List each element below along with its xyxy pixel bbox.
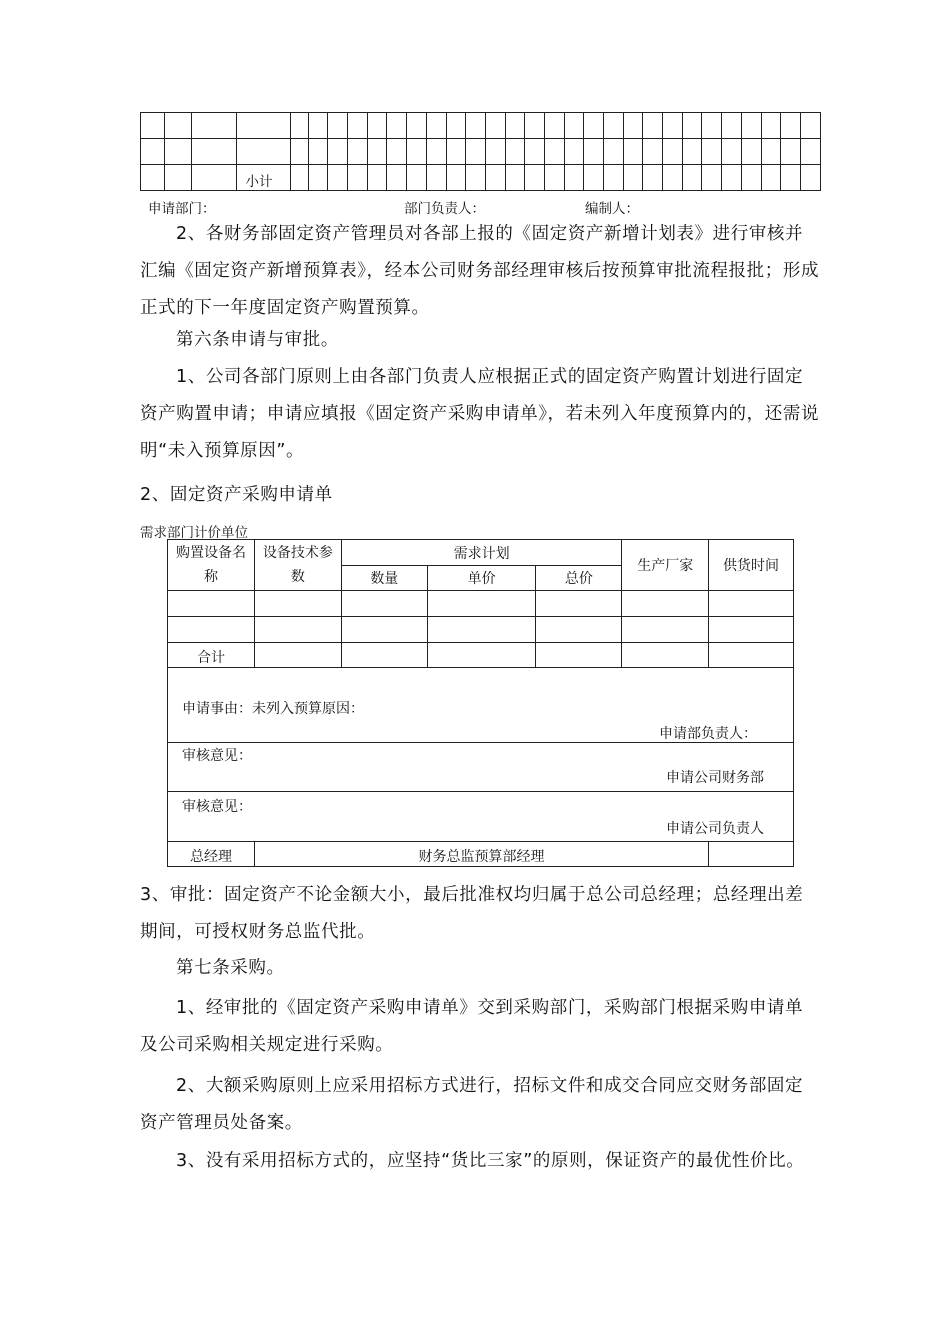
col-delivery-time: 供货时间 xyxy=(709,540,794,591)
top-grid-table xyxy=(140,112,821,191)
reason-section xyxy=(168,668,794,743)
review1-label: 审核意见： xyxy=(182,748,252,764)
total-label: 合计 xyxy=(168,643,255,668)
col-manufacturer: 生产厂家 xyxy=(622,540,709,591)
article-7-heading: 第七条采购。 xyxy=(176,958,285,978)
procurement-application-form xyxy=(167,539,794,867)
col-unit-price: 单价 xyxy=(427,566,536,591)
form-header-note: 需求部门计价单位 xyxy=(140,525,248,541)
cfo-label: 财务总监预算部经理 xyxy=(254,842,708,867)
col-equipment-name: 购置设备名称 xyxy=(168,540,255,591)
table-row xyxy=(141,165,821,191)
paragraph-approval: 3、审批：固定资产不论金额大小，最后批准权均归属于总公司总经理；总经理出差期间，可授权财务总监代批。 xyxy=(140,885,804,942)
table-row xyxy=(168,643,794,668)
col-tech-params: 设备技术参数 xyxy=(254,540,341,591)
subtotal-label: 小计 xyxy=(237,165,291,191)
dept-head-sign-label: 申请部负责人： xyxy=(659,726,757,742)
review-section-1 xyxy=(168,743,794,792)
review-section-2 xyxy=(168,792,794,842)
review2-sign-label: 申请公司负责人 xyxy=(666,821,764,837)
reason-label: 申请事由：未列入预算原因： xyxy=(182,701,364,717)
col-quantity: 数量 xyxy=(341,566,427,591)
paragraph-budget-compile: 2、各财务部固定资产管理员对各部上报的《固定资产新增计划表》进行审核并汇编《固定资产新增预算表》，经本公司财务部经理审核后按预算审批流程报批；形成正式的下一年度固定资产购置预算。 xyxy=(140,224,820,318)
col-total-price: 总价 xyxy=(536,566,622,591)
paragraph-procure-3: 3、没有采用招标方式的，应坚持“货比三家”的原则，保证资产的最优性价比。 xyxy=(176,1151,805,1171)
paragraph-form-title: 2、固定资产采购申请单 xyxy=(140,485,333,505)
article-6-heading: 第六条申请与审批。 xyxy=(176,330,339,350)
apply-dept-label: 申请部门： xyxy=(148,201,216,217)
table-row xyxy=(168,617,794,643)
paragraph-procure-2: 2、大额采购原则上应采用招标方式进行，招标文件和成交合同应交财务部固定资产管理员处备案。 xyxy=(140,1076,804,1133)
paragraph-procure-1: 1、经审批的《固定资产采购申请单》交到采购部门，采购部门根据采购申请单及公司采购相关规定进行采购。 xyxy=(140,998,804,1055)
paragraph-apply: 1、公司各部门原则上由各部门负责人应根据正式的固定资产购置计划进行固定资产购置申请；申请应填报《固定资产采购申请单》，若未列入年度预算内的，还需说明“未入预算原因”。 xyxy=(140,367,820,461)
table-row xyxy=(141,113,821,139)
dept-head-label: 部门负责人： xyxy=(404,201,485,217)
table-row xyxy=(168,591,794,617)
review2-label: 审核意见： xyxy=(182,799,252,815)
col-demand-plan: 需求计划 xyxy=(341,540,621,566)
preparer-label: 编制人： xyxy=(585,201,639,217)
table-row xyxy=(141,139,821,165)
review1-sign-label: 申请公司财务部 xyxy=(666,770,764,786)
gm-label: 总经理 xyxy=(168,842,255,867)
